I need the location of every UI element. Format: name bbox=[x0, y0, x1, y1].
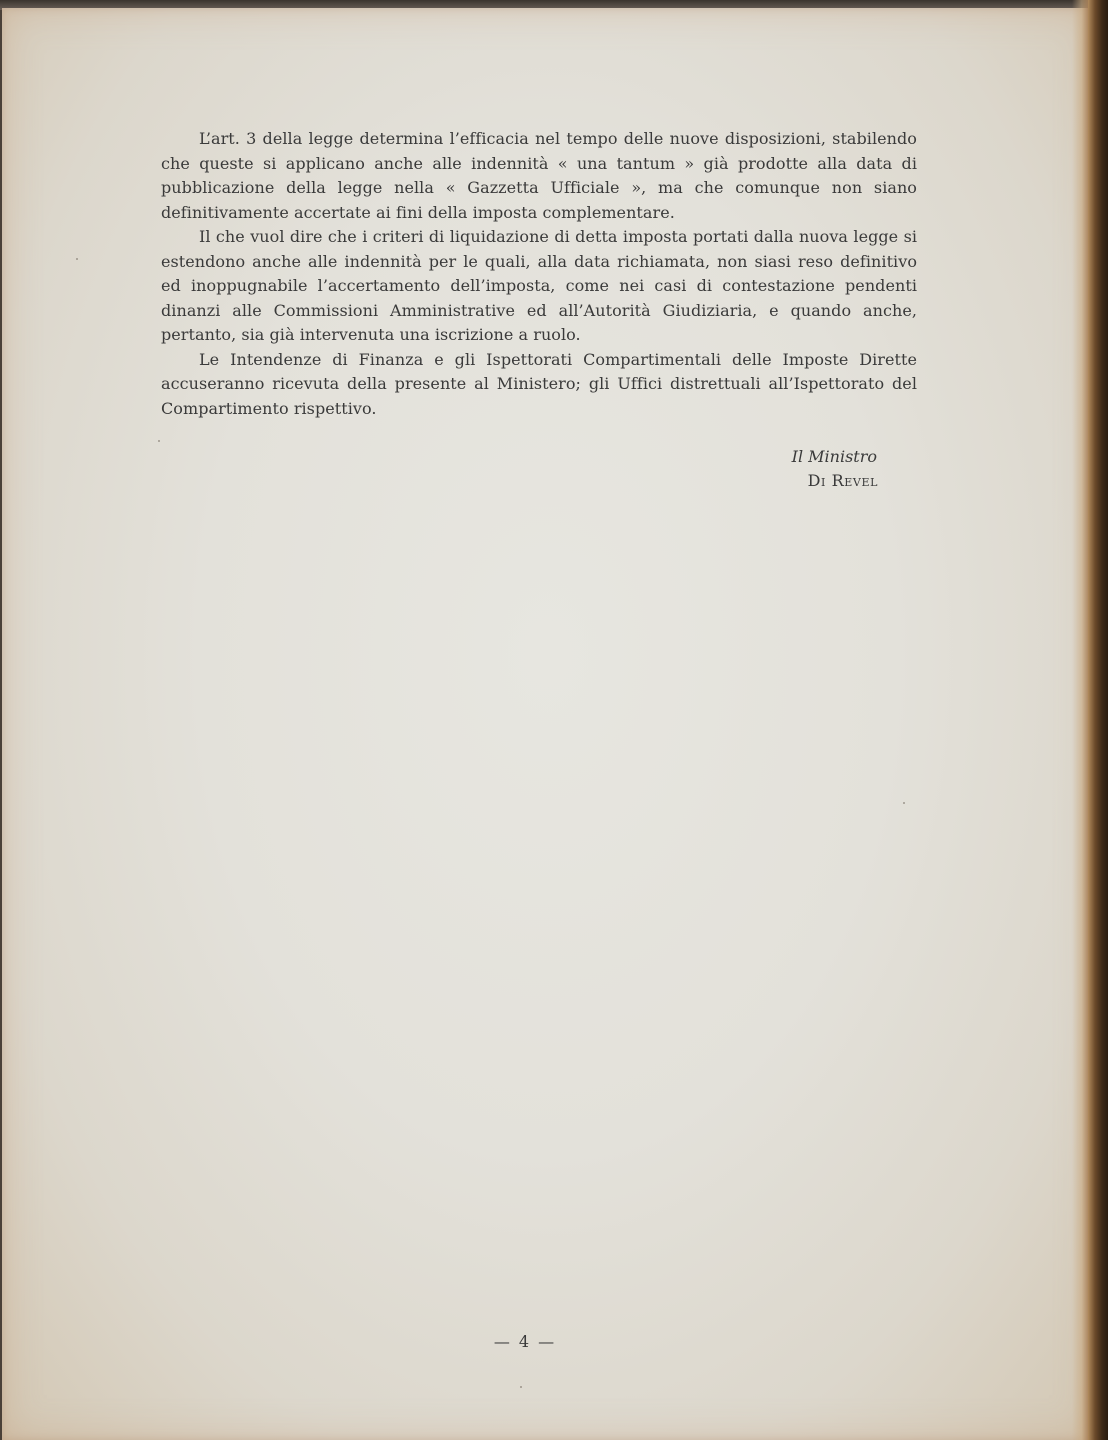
book-spine bbox=[1088, 0, 1108, 1440]
signature-name: Di Revel bbox=[807, 471, 878, 490]
paper-speck bbox=[76, 258, 78, 260]
paper-speck bbox=[520, 1386, 522, 1388]
paragraph-art3: L’art. 3 della legge determina l’efficacia nel tempo delle nuove disposizioni, stabilendo che queste si applicano anche alle indennità « una tantum » già prodotte alla data di pubblicazione della legge nella « Gazzetta Ufficiale », ma che comunque non siano definitivamente accertate ai fini della imposta complementare. bbox=[161, 129, 917, 222]
signature-block bbox=[792, 445, 878, 493]
signature-title: Il Ministro bbox=[791, 447, 877, 466]
paragraph-intendenze: Le Intendenze di Finanza e gli Ispettorati Compartimentali delle Imposte Dirette accuseranno ricevuta della presente al Ministero; gli Uffici distrettuali all’Ispettorato del Compartimento rispettivo. bbox=[161, 349, 917, 418]
page-number: — 4 — bbox=[493, 1332, 557, 1351]
paper-speck bbox=[158, 440, 160, 442]
body-text bbox=[161, 127, 917, 421]
paper-speck bbox=[903, 802, 905, 804]
binding-shadow bbox=[1072, 0, 1088, 1440]
paragraph-criteri: Il che vuol dire che i criteri di liquidazione di detta imposta portati dalla nuova legge si estendono anche alle indennità per le quali, alla data richiamata, non siasi reso definitivo ed inoppugnabile l’accertamento dell’imposta, come nei casi di contestazione pendenti dinanzi alle Commissioni Amministrative ed all’Autorità Giudiziaria, e quando anche, pertanto, sia già intervenuta una iscrizione a ruolo. bbox=[161, 227, 917, 344]
